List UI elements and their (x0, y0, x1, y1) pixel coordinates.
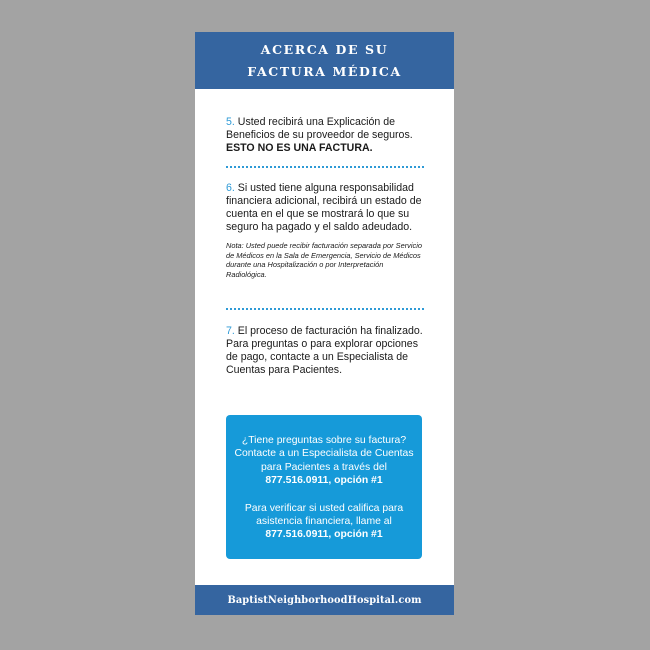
step-7 (226, 325, 426, 377)
step-number: 5. (226, 116, 235, 128)
contact-callout-box (226, 415, 422, 559)
website-link[interactable]: BaptistNeighborhoodHospital.com (227, 594, 422, 606)
brochure-card (195, 32, 454, 615)
header-banner (195, 32, 454, 89)
step-note: Nota: Usted puede recibir facturación separada por Servicio de Médicos en la Sala de Emergencia, Servicio de Médicos durante una Hospitalización o por Interpretación Radiológica. (226, 241, 422, 279)
step-5 (226, 116, 426, 155)
step-bold-notice: ESTO NO ES UNA FACTURA. (226, 142, 373, 154)
step-6 (226, 182, 426, 279)
footer-banner (195, 585, 454, 615)
step-text: Usted recibirá una Explicación de Beneficios de su proveedor de seguros. (226, 116, 413, 141)
dotted-divider (226, 166, 424, 168)
questions-text: ¿Tiene preguntas sobre su factura? Contacte a un Especialista de Cuentas para Pacientes a través del (234, 435, 414, 473)
financial-assistance-phone[interactable]: 877.516.0911, opción #1 (265, 529, 383, 541)
header-title-line2: FACTURA MÉDICA (247, 63, 402, 79)
step-number: 7. (226, 325, 235, 337)
step-text: Si usted tiene alguna responsabilidad financiera adicional, recibirá un estado de cuenta en el que se mostrará lo que su seguro ha pagado y el saldo adeudado. (226, 182, 422, 233)
dotted-divider (226, 308, 424, 310)
questions-phone[interactable]: 877.516.0911, opción #1 (265, 475, 383, 487)
step-text: El proceso de facturación ha finalizado. Para preguntas o para explorar opciones de pago, contacte a un Especialista de Cuentas para Pacientes. (226, 325, 423, 376)
step-number: 6. (226, 182, 235, 194)
header-title-line1: ACERCA DE SU (260, 41, 389, 57)
financial-assistance-text: Para verificar si usted califica para asistencia financiera, llame al (244, 502, 404, 528)
